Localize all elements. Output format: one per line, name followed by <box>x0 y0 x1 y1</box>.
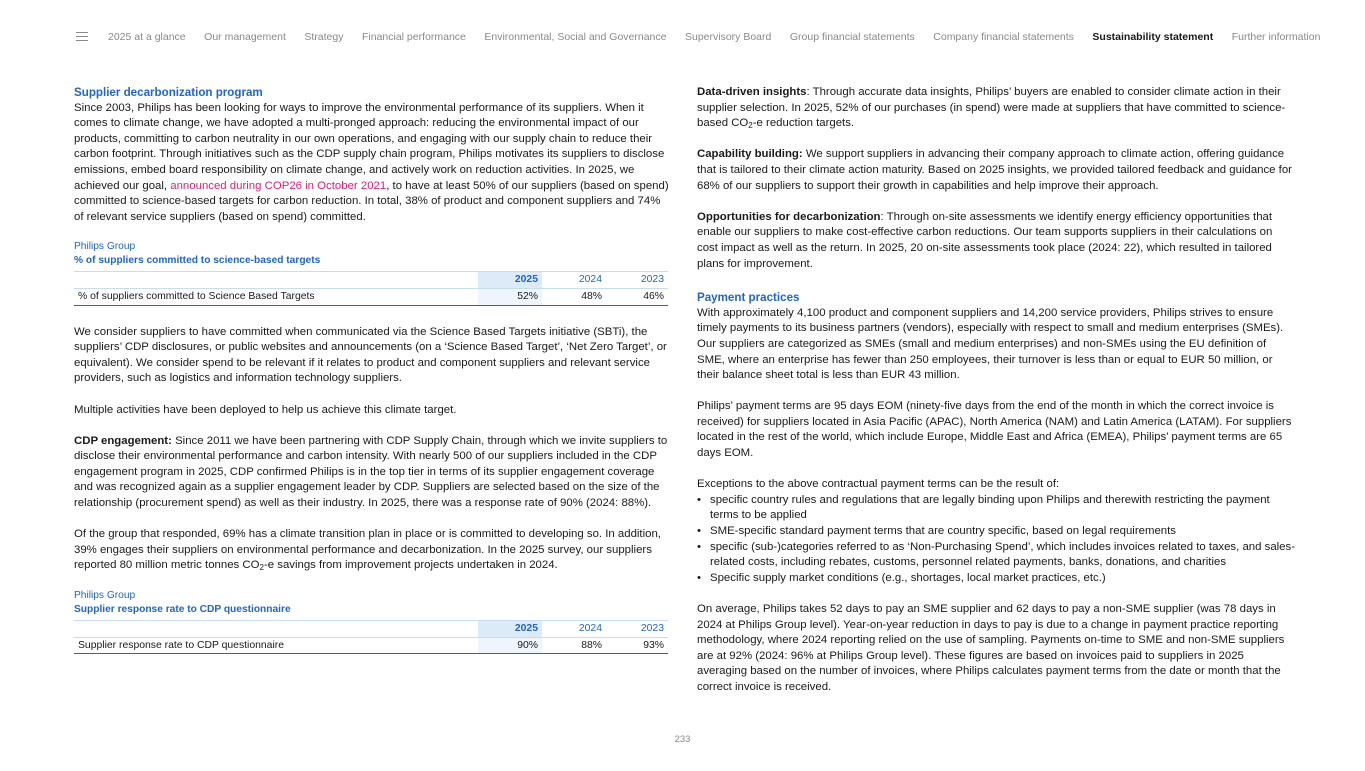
nav-item-financial-performance[interactable]: Financial performance <box>361 31 466 43</box>
paragraph-payment-suppliers: With approximately 4,100 product and component suppliers and 14,200 service providers, Philips strives to ensure timely payments to its business partners (vendors), especially with respect to small and medium enterprises (SMEs). Our suppliers are categorized as SMEs (small and medium enterprises) and non-SMEs using the EU definition of SME, where an enterprise has fewer than 250 employees, their turnover is less than or equal to EUR 50 million, or their balance sheet total is less than EUR 43 million. <box>697 306 1284 382</box>
paragraph-days-to-pay: On average, Philips takes 52 days to pay an SME supplier and 62 days to pay a non-SME supplier (was 78 days in 2024 at Philips Group level). Year-on-year reduction in days to pay is due to a change in payment practice reporting methodology, where 2024 reporting relied on the use of sampling. Payments on-time to SME and non-SME suppliers are at 92% (2024: 96% at Philips Group level). These figures are based on invoices paid to suppliers in 2025 averaging based on the number of invoices, where Philips calculates payment terms from the date or month that the correct invoice is received. <box>697 603 1285 693</box>
cop26-link[interactable]: announced during COP26 in October 2021 <box>170 179 387 192</box>
exceptions-list <box>697 493 1295 587</box>
paragraph-capability-building: Capability building: We support suppliers in advancing their company approach to climate action, offering guidance that is tailored to their climate action maturity. Based on 2025 insights, we provided tailored feedback and guidance for 68% of our suppliers to support their growth in capabilities and help improve their approach. <box>697 148 1292 192</box>
section-heading-payment-practices: Payment practices <box>697 291 800 305</box>
nav-item-further-information[interactable]: Further information <box>1231 31 1321 43</box>
table-title: Supplier response rate to CDP questionnaire <box>74 604 291 616</box>
paragraph-commitment-definition: We consider suppliers to have committed when communicated via the Science Based Targets initiative (SBTi), the suppliers’ CDP disclosures, or public websites and announcements (on a ‘Science Based Target’, ‘Net Zero Target’, or equivalent). We consider spend to be relevant if it relates to product and component suppliers and relevant service providers, such as logistics and information technology suppliers. <box>74 325 667 385</box>
table-header-2023: 2023 <box>606 621 668 638</box>
nav-item-2025-at-a-glance[interactable]: 2025 at a glance <box>108 31 186 43</box>
table-cell-2023: 46% <box>606 288 668 305</box>
paragraph-transition-plan: Of the group that responded, 69% has a climate transition plan in place or is committed to developing so. In addition, 39% engages their suppliers on environmental performance and decarbonization. In the 2025 survey, our suppliers reported 80 million metric tonnes $CO_2-e$ savings from improvement projects undertaken in 2024. <box>74 528 661 573</box>
table-row-label: % of suppliers committed to Science Based Targets <box>74 288 478 305</box>
nav-item-supervisory-board[interactable]: Supervisory Board <box>684 31 772 43</box>
top-navigation <box>0 0 1365 74</box>
table-row <box>74 637 668 654</box>
table-row <box>74 288 668 305</box>
paragraph-payment-terms: Philips’ payment terms are 95 days EOM (ninety-five days from the end of the month in which the correct invoice is received) for suppliers located in Asia Pacific (APAC), North America (NAM) and Latin America (LATAM). For suppliers located in the rest of the world, which include Europe, Middle East and Africa (EMEA), Philips’ payment terms are 65 days EOM. <box>697 400 1292 460</box>
table-cell-2023: 93% <box>606 637 668 654</box>
right-column <box>697 85 1295 696</box>
table-title: % of suppliers committed to science-based targets <box>74 255 321 267</box>
left-column <box>74 85 672 654</box>
table-header-2025: 2025 <box>478 272 542 289</box>
nav-items <box>108 31 1339 43</box>
nav-item-company-financial-statements[interactable]: Company financial statements <box>933 31 1074 43</box>
list-item: • specific (sub-)categories referred to as ‘Non-Purchasing Spend’, which includes invoices related to taxes, and sales-related costs, including rebates, customs, personnel related payments, banks, donations, and charities <box>697 540 1295 571</box>
nav-item-sustainability-statement[interactable]: Sustainability statement <box>1092 31 1214 43</box>
table-cell-2025: 90% <box>478 637 542 654</box>
table-header-2024: 2024 <box>542 621 606 638</box>
table-header-2023: 2023 <box>606 272 668 289</box>
table-cell-2024: 88% <box>542 637 606 654</box>
nav-item-esg[interactable]: Environmental, Social and Governance <box>484 31 667 43</box>
paragraph-opportunities: Opportunities for decarbonization: Through on-site assessments we identify energy efficiency opportunities that enable our suppliers to make cost-effective carbon reductions. Our team supports suppliers in their calculations on cost impact as well as the return. In 2025, 20 on-site assessments took place (2024: 22), which resulted in tailored plans for improvement. <box>697 210 1273 270</box>
table-header-2025: 2025 <box>478 621 542 638</box>
nav-item-our-management[interactable]: Our management <box>204 31 286 43</box>
list-item: • specific country rules and regulations that are legally binding upon Philips and therewith restricting the payment terms to be applied <box>697 493 1295 524</box>
nav-item-strategy[interactable]: Strategy <box>304 31 344 43</box>
table-group-label: Philips Group <box>74 241 136 253</box>
paragraph-intro: Since 2003, Philips has been looking for ways to improve the environmental performance of its suppliers. When it comes to climate change, we have adopted a multi-pronged approach: reducing the environmental impact of our products, committing to carbon neutrality in our own operations, and engaging with our supply chain to reduce their carbon footprint. Through initiatives such as the CDP supply chain program, Philips motivates its suppliers to disclose emissions, embed board responsibility on climate change, and actively work on reduction activities. In 2025, we achieved our goal, announced during COP26 in October 2021, to have at least 50% of our suppliers (based on spend) committed to science-based targets for carbon reduction. In total, 38% of product and component suppliers and 74% of relevant service suppliers (based on spend) committed. <box>74 101 669 223</box>
paragraph-activities: Multiple activities have been deployed to help us achieve this climate target. <box>74 403 457 416</box>
section-heading-supplier-decarbonization: Supplier decarbonization program <box>74 86 263 99</box>
table-cell-2024: 48% <box>542 288 606 305</box>
table-cdp-response <box>74 589 672 654</box>
table-cell-2025: 52% <box>478 288 542 305</box>
table-row-label: Supplier response rate to CDP questionnaire <box>74 637 478 654</box>
paragraph-exceptions-intro: Exceptions to the above contractual payment terms can be the result of: <box>697 478 1060 491</box>
paragraph-cdp-engagement: CDP engagement: Since 2011 we have been partnering with CDP Supply Chain, through which we invite suppliers to disclose their environmental performance and carbon intensity. With nearly 500 of our suppliers included in the CDP engagement program in 2025, CDP confirmed Philips is in the top tier in terms of its supplier engagement coverage and was recognized again as a supplier engagement leader by CDP. Suppliers are selected based on the size of the relationship (procurement spend) as well as their industry. In 2025, there was a response rate of 90% (2024: 88%). <box>74 434 668 510</box>
list-item: • Specific supply market conditions (e.g., shortages, local market practices, etc.) <box>697 571 1295 587</box>
nav-item-group-financial-statements[interactable]: Group financial statements <box>789 31 915 43</box>
table-group-label: Philips Group <box>74 590 136 602</box>
hamburger-menu-icon[interactable] <box>76 32 88 42</box>
paragraph-data-driven-insights: Data-driven insights: Through accurate data insights, Philips’ buyers are enabled to consider climate action in their supplier selection. In 2025, 52% of our purchases (in spend) were made at suppliers that have committed to science-based $CO_2-e$ reduction targets. <box>697 86 1286 131</box>
table-sbt <box>74 240 672 305</box>
list-item: • SME-specific standard payment terms that are country specific, based on legal requirements <box>697 524 1295 540</box>
page-number: 233 <box>674 734 691 745</box>
table-header-2024: 2024 <box>542 272 606 289</box>
